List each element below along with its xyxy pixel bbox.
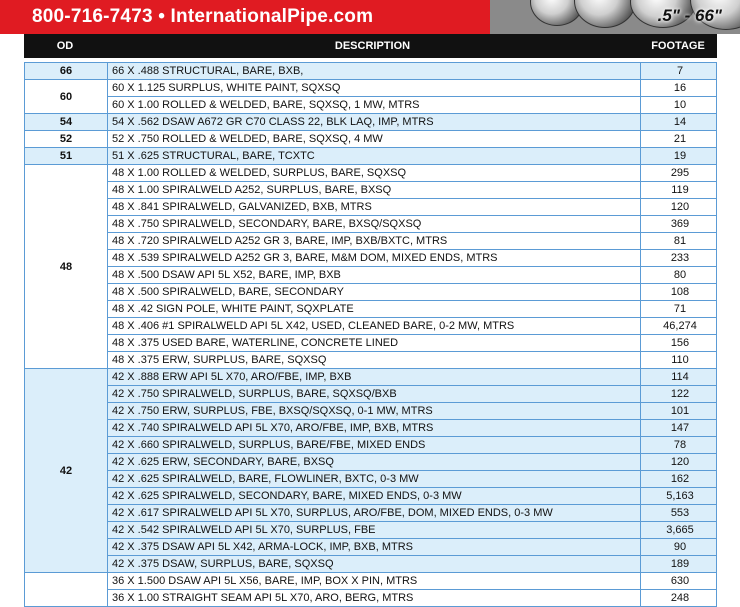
footage-cell: 122 (640, 386, 719, 402)
table-row (108, 63, 716, 79)
table-row (108, 215, 716, 232)
table-row (108, 232, 716, 249)
description-cell: 48 X .375 ERW, SURPLUS, BARE, SQXSQ (112, 354, 327, 366)
od-cell: 42 (25, 369, 108, 572)
table-row (108, 589, 716, 606)
description-cell: 60 X 1.125 SURPLUS, WHITE PAINT, SQXSQ (112, 82, 341, 94)
table-row (108, 402, 716, 419)
footage-cell: 46,274 (640, 318, 719, 334)
footage-cell: 78 (640, 437, 719, 453)
description-cell: 48 X .42 SIGN POLE, WHITE PAINT, SQXPLATE (112, 303, 354, 315)
description-cell: 48 X .375 USED BARE, WATERLINE, CONCRETE LINED (112, 337, 399, 349)
description-cell: 36 X 1.00 STRAIGHT SEAM API 5L X70, ARO, BERG, MTRS (112, 592, 414, 604)
od-cell (25, 573, 108, 606)
table-row (108, 317, 716, 334)
table-row (108, 453, 716, 470)
od-cell: 48 (25, 165, 108, 368)
footage-cell: 114 (640, 369, 719, 385)
description-cell: 48 X .500 SPIRALWELD, BARE, SECONDARY (112, 286, 344, 298)
table-row (108, 369, 716, 385)
description-cell: 42 X .625 SPIRALWELD, SECONDARY, BARE, MIXED ENDS, 0-3 MW (112, 490, 462, 502)
description-cell: 48 X .750 SPIRALWELD, SECONDARY, BARE, BXSQ/SQXSQ (112, 218, 422, 230)
description-cell: 48 X .539 SPIRALWELD A252 GR 3, BARE, M&M DOM, MIXED ENDS, MTRS (112, 252, 498, 264)
footage-cell: 110 (640, 352, 719, 368)
table-row (108, 419, 716, 436)
table-row (108, 470, 716, 487)
od-group (24, 131, 717, 148)
description-cell: 48 X 1.00 ROLLED & WELDED, SURPLUS, BARE, SQXSQ (112, 167, 407, 179)
od-group (24, 369, 717, 573)
footage-cell: 3,665 (640, 522, 719, 538)
footage-cell: 19 (640, 148, 719, 164)
description-cell: 48 X .841 SPIRALWELD, GALVANIZED, BXB, MTRS (112, 201, 372, 213)
od-group (24, 80, 717, 114)
table-row (108, 300, 716, 317)
description-cell: 48 X .720 SPIRALWELD A252 GR 3, BARE, IMP, BXB/BXTC, MTRS (112, 235, 448, 247)
footage-cell: 101 (640, 403, 719, 419)
description-cell: 42 X .625 SPIRALWELD, BARE, FLOWLINER, BXTC, 0-3 MW (112, 473, 419, 485)
table-row (108, 487, 716, 504)
description-cell: 42 X .888 ERW API 5L X70, ARO/FBE, IMP, BXB (112, 371, 352, 383)
phone-and-website: 800-716-7473 • InternationalPipe.com (32, 6, 374, 27)
od-group (24, 573, 717, 607)
description-cell: 48 X 1.00 SPIRALWELD A252, SURPLUS, BARE, BXSQ (112, 184, 392, 196)
footage-cell: 189 (640, 556, 719, 572)
footage-cell: 120 (640, 454, 719, 470)
description-cell: 54 X .562 DSAW A672 GR C70 CLASS 22, BLK LAQ, IMP, MTRS (112, 116, 434, 128)
footage-cell: 630 (640, 573, 719, 589)
table-row (108, 198, 716, 215)
table-row (108, 555, 716, 572)
table-row (108, 80, 716, 96)
table-row (108, 249, 716, 266)
table-row (108, 504, 716, 521)
od-cell: 51 (25, 148, 108, 164)
footage-cell: 108 (640, 284, 719, 300)
od-group (24, 148, 717, 165)
table-row (108, 351, 716, 368)
table-row (108, 521, 716, 538)
description-cell: 66 X .488 STRUCTURAL, BARE, BXB, (112, 65, 304, 77)
table-header (24, 34, 717, 58)
od-cell: 60 (25, 80, 108, 113)
column-header-od: OD (56, 40, 74, 52)
table-row (108, 538, 716, 555)
footage-cell: 119 (640, 182, 719, 198)
description-cell: 42 X .625 ERW, SECONDARY, BARE, BXSQ (112, 456, 334, 468)
table-row (108, 181, 716, 198)
description-cell: 51 X .625 STRUCTURAL, BARE, TCXTC (112, 150, 315, 162)
description-cell: 42 X .660 SPIRALWELD, SURPLUS, BARE/FBE, MIXED ENDS (112, 439, 426, 451)
od-cell: 54 (25, 114, 108, 130)
footage-cell: 295 (640, 165, 719, 181)
table-row (108, 573, 716, 589)
description-cell: 48 X .500 DSAW API 5L X52, BARE, IMP, BXB (112, 269, 341, 281)
table-row (108, 385, 716, 402)
table-row (108, 165, 716, 181)
description-cell: 42 X .617 SPIRALWELD API 5L X70, SURPLUS, ARO/FBE, DOM, MIXED ENDS, 0-3 MW (112, 507, 553, 519)
table-row (108, 148, 716, 164)
footage-cell: 553 (640, 505, 719, 521)
footage-cell: 80 (640, 267, 719, 283)
description-cell: 52 X .750 ROLLED & WELDED, BARE, SQXSQ, 4 MW (112, 133, 383, 145)
footage-cell: 147 (640, 420, 719, 436)
table-row (108, 96, 716, 113)
description-cell: 42 X .375 DSAW API 5L X42, ARMA-LOCK, IMP, BXB, MTRS (112, 541, 413, 553)
description-cell: 42 X .750 ERW, SURPLUS, FBE, BXSQ/SQXSQ, 0-1 MW, MTRS (112, 405, 433, 417)
footage-cell: 14 (640, 114, 719, 130)
footage-cell: 90 (640, 539, 719, 555)
column-header-footage: FOOTAGE (651, 40, 705, 52)
inventory-table (24, 62, 717, 607)
description-cell: 42 X .542 SPIRALWELD API 5L X70, SURPLUS, FBE (112, 524, 376, 536)
table-row (108, 131, 716, 147)
footage-cell: 233 (640, 250, 719, 266)
footage-cell: 248 (640, 590, 719, 606)
footage-cell: 10 (640, 97, 719, 113)
table-row (108, 334, 716, 351)
description-cell: 42 X .375 DSAW, SURPLUS, BARE, SQXSQ (112, 558, 334, 570)
footage-cell: 16 (640, 80, 719, 96)
description-cell: 60 X 1.00 ROLLED & WELDED, BARE, SQXSQ, 1 MW, MTRS (112, 99, 420, 111)
table-row (108, 266, 716, 283)
header-banner (0, 0, 740, 34)
description-cell: 42 X .750 SPIRALWELD, SURPLUS, BARE, SQXSQ/BXB (112, 388, 397, 400)
size-range-label: .5" - 66" (657, 6, 722, 25)
footage-cell: 156 (640, 335, 719, 351)
od-group (24, 114, 717, 131)
footage-cell: 162 (640, 471, 719, 487)
od-cell: 66 (25, 63, 108, 79)
footage-cell: 7 (640, 63, 719, 79)
footage-cell: 5,163 (640, 488, 719, 504)
table-row (108, 436, 716, 453)
table-row (108, 114, 716, 130)
footage-cell: 369 (640, 216, 719, 232)
od-cell: 52 (25, 131, 108, 147)
footage-cell: 21 (640, 131, 719, 147)
column-header-description: DESCRIPTION (334, 40, 411, 52)
description-cell: 36 X 1.500 DSAW API 5L X56, BARE, IMP, BOX X PIN, MTRS (112, 575, 418, 587)
footage-cell: 81 (640, 233, 719, 249)
od-group (24, 62, 717, 80)
table-row (108, 283, 716, 300)
od-group (24, 165, 717, 369)
description-cell: 48 X .406 #1 SPIRALWELD API 5L X42, USED, CLEANED BARE, 0-2 MW, MTRS (112, 320, 515, 332)
footage-cell: 71 (640, 301, 719, 317)
description-cell: 42 X .740 SPIRALWELD API 5L X70, ARO/FBE, IMP, BXB, MTRS (112, 422, 434, 434)
footage-cell: 120 (640, 199, 719, 215)
pipe-ends-graphic (490, 0, 740, 34)
